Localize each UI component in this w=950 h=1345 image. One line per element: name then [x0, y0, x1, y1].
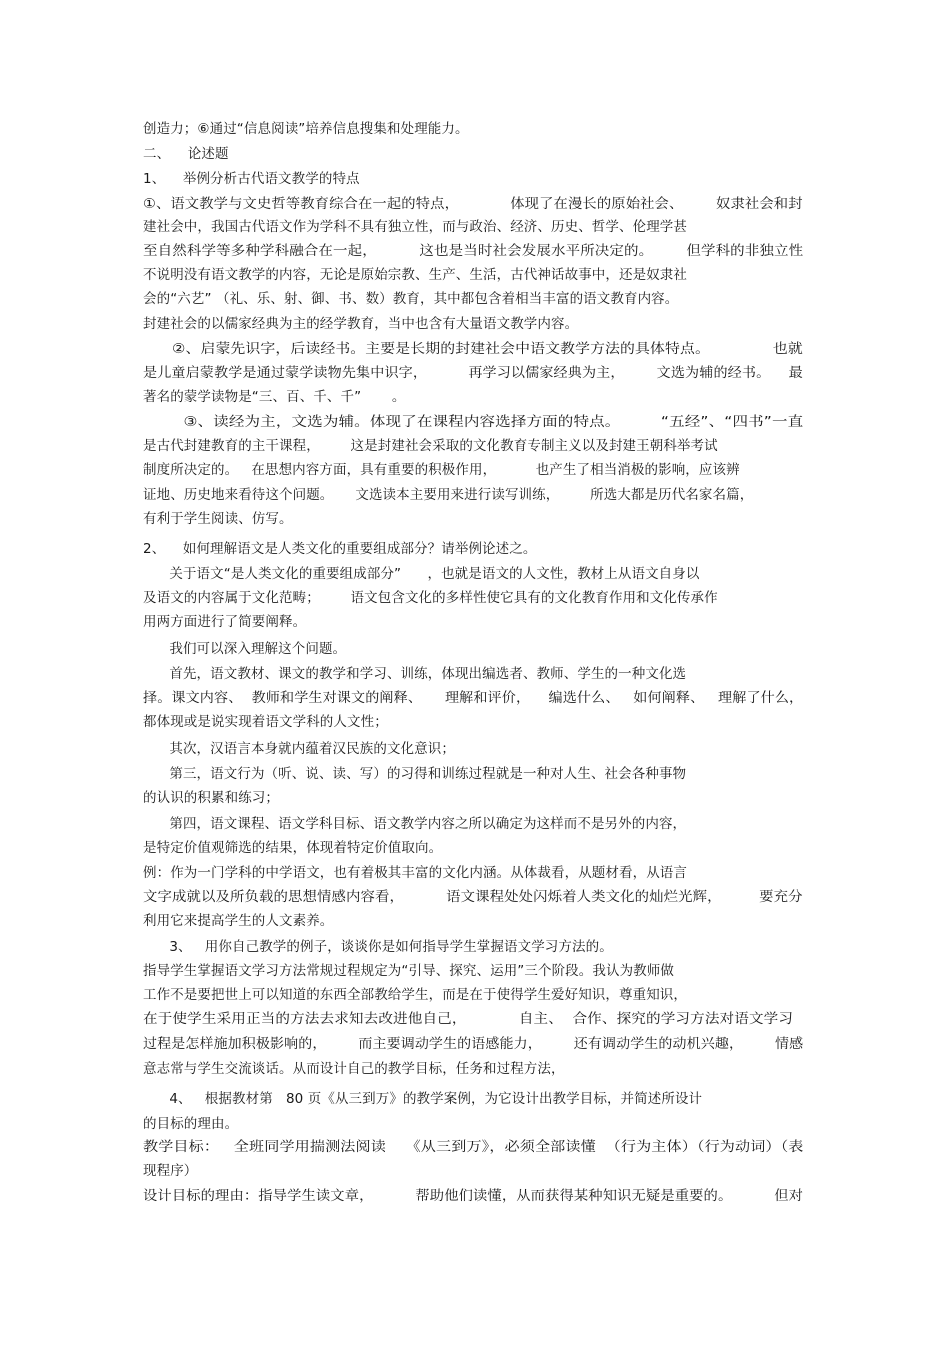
text-line: 2、 如何理解语文是人类文化的重要组成部分？请举例论述之。	[143, 541, 537, 557]
text-line: ①、语文教学与文史哲等教育综合在一起的特点， 体现了在漫长的原始社会、 奴隶社会和封	[143, 196, 803, 212]
text-line: 过程是怎样施加积极影响的， 而主要调动学生的语感能力， 还有调动学生的动机兴趣， 情感	[143, 1036, 804, 1052]
text-line: 著名的蒙学读物是“三、百、千、千” 。	[143, 389, 406, 405]
text-line: 建社会中，我国古代语文作为学科不具有独立性，而与政治、经济、历史、哲学、伦理学甚	[143, 219, 687, 235]
text-line: 不说明没有语文教学的内容，无论是原始宗教、生产、生活，古代神话故事中，还是奴隶社	[143, 267, 687, 283]
text-line: 及语文的内容属于文化范畴； 语文包含文化的多样性使它具有的文化教育作用和文化传承作	[143, 590, 718, 606]
text-line: 其次，汉语言本身就内蕴着汉民族的文化意识；	[143, 741, 455, 757]
text-line: 3、 用你自己教学的例子，谈谈你是如何指导学生掌握语文学习方法的。	[143, 939, 613, 955]
text-line: 首先，语文教材、课文的教学和学习、训练，体现出编选者、教师、学生的一种文化选	[143, 666, 687, 682]
text-line: 是儿童启蒙教学是通过蒙学读物先集中识字， 再学习以儒家经典为主， 文选为辅的经书。 最	[143, 365, 803, 381]
text-line: 是古代封建教育的主干课程， 这是封建社会采取的文化教育专制主义以及封建王朝科举考试	[143, 438, 718, 454]
text-line: 会的“六艺” （礼、乐、射、御、书、数）教育，其中都包含着相当丰富的语文教育内容。	[143, 291, 679, 307]
text-line: 封建社会的以儒家经典为主的经学教育，当中也含有大量语文教学内容。	[143, 316, 579, 332]
text-line: 是特定价值观筛选的结果，体现着特定价值取向。	[143, 840, 443, 856]
text-line: 4、 根据教材第 80 页《从三到万》的教学案例，为它设计出教学目标，并简述所设计	[143, 1091, 703, 1107]
text-line: 例：作为一门学科的中学语文，也有着极其丰富的文化内涵。从体裁看，从题材看，从语言	[143, 865, 687, 881]
text-line: 现程序）	[143, 1163, 198, 1179]
text-line: 有利于学生阅读、仿写。	[143, 511, 293, 527]
text-line: ③、读经为主，文选为辅。体现了在课程内容选择方面的特点。 “五经”、“四书”一直	[143, 414, 804, 430]
text-line: 教学目标： 全班同学用揣测法阅读 《从三到万》，必须全部读懂 （行为主体）（行为动词）（表	[143, 1139, 804, 1155]
text-line: 的认识的积累和练习；	[143, 790, 279, 806]
text-line: 都体现或是说实现着语文学科的人文性；	[143, 714, 388, 730]
text-line: 关于语文“是人类文化的重要组成部分” ，也就是语文的人文性，教材上从语文自身以	[143, 566, 700, 582]
text-line: 工作不是要把世上可以知道的东西全部教给学生，而是在于使得学生爱好知识，尊重知识，	[143, 987, 687, 1003]
text-line: 利用它来提高学生的人文素养。	[143, 913, 334, 929]
text-line: 创造力；⑥通过“信息阅读”培养信息搜集和处理能力。	[143, 121, 469, 137]
text-line: 制度所决定的。 在思想内容方面，具有重要的积极作用， 也产生了相当消极的影响，应该辨	[143, 462, 740, 478]
text-line: 至自然科学等多种学科融合在一起， 这也是当时社会发展水平所决定的。 但学科的非独立性	[143, 243, 804, 259]
text-line: 我们可以深入理解这个问题。	[143, 641, 347, 657]
text-line: ②、启蒙先识字，后读经书。主要是长期的封建社会中语文教学方法的具体特点。 也就	[143, 341, 803, 357]
text-line: 意志常与学生交流谈话。从而设计自己的教学目标，任务和过程方法，	[143, 1061, 565, 1077]
text-line: 证地、历史地来看待这个问题。 文选读本主要用来进行读写训练， 所选大都是历代名家名篇，	[143, 487, 754, 503]
text-line: 指导学生掌握语文学习方法常规过程规定为“引导、探究、运用”三个阶段。我认为教师做	[143, 963, 674, 979]
text-line: 第四，语文课程、语文学科目标、语文教学内容之所以确定为这样而不是另外的内容，	[143, 816, 687, 832]
text-line: 文字成就以及所负载的思想情感内容看， 语文课程处处闪烁着人类文化的灿烂光辉， 要充分	[143, 889, 803, 905]
text-line: 1、 举例分析古代语文教学的特点	[143, 171, 360, 187]
text-line: 二、 论述题	[143, 146, 229, 162]
text-line: 择。课文内容、 教师和学生对课文的阐释、 理解和评价， 编选什么、 如何阐释、 理解了什么，	[143, 690, 804, 706]
text-line: 在于使学生采用正当的方法去求知去改进他自己， 自主、 合作、探究的学习方法对语文学习	[143, 1011, 794, 1027]
text-line: 用两方面进行了简要阐释。	[143, 614, 307, 630]
text-line: 的目标的理由。	[143, 1116, 239, 1132]
text-line: 第三，语文行为（听、说、读、写）的习得和训练过程就是一种对人生、社会各种事物	[143, 766, 687, 782]
text-line: 设计目标的理由：指导学生读文章， 帮助他们读懂，从而获得某种知识无疑是重要的。 但对	[143, 1188, 804, 1204]
